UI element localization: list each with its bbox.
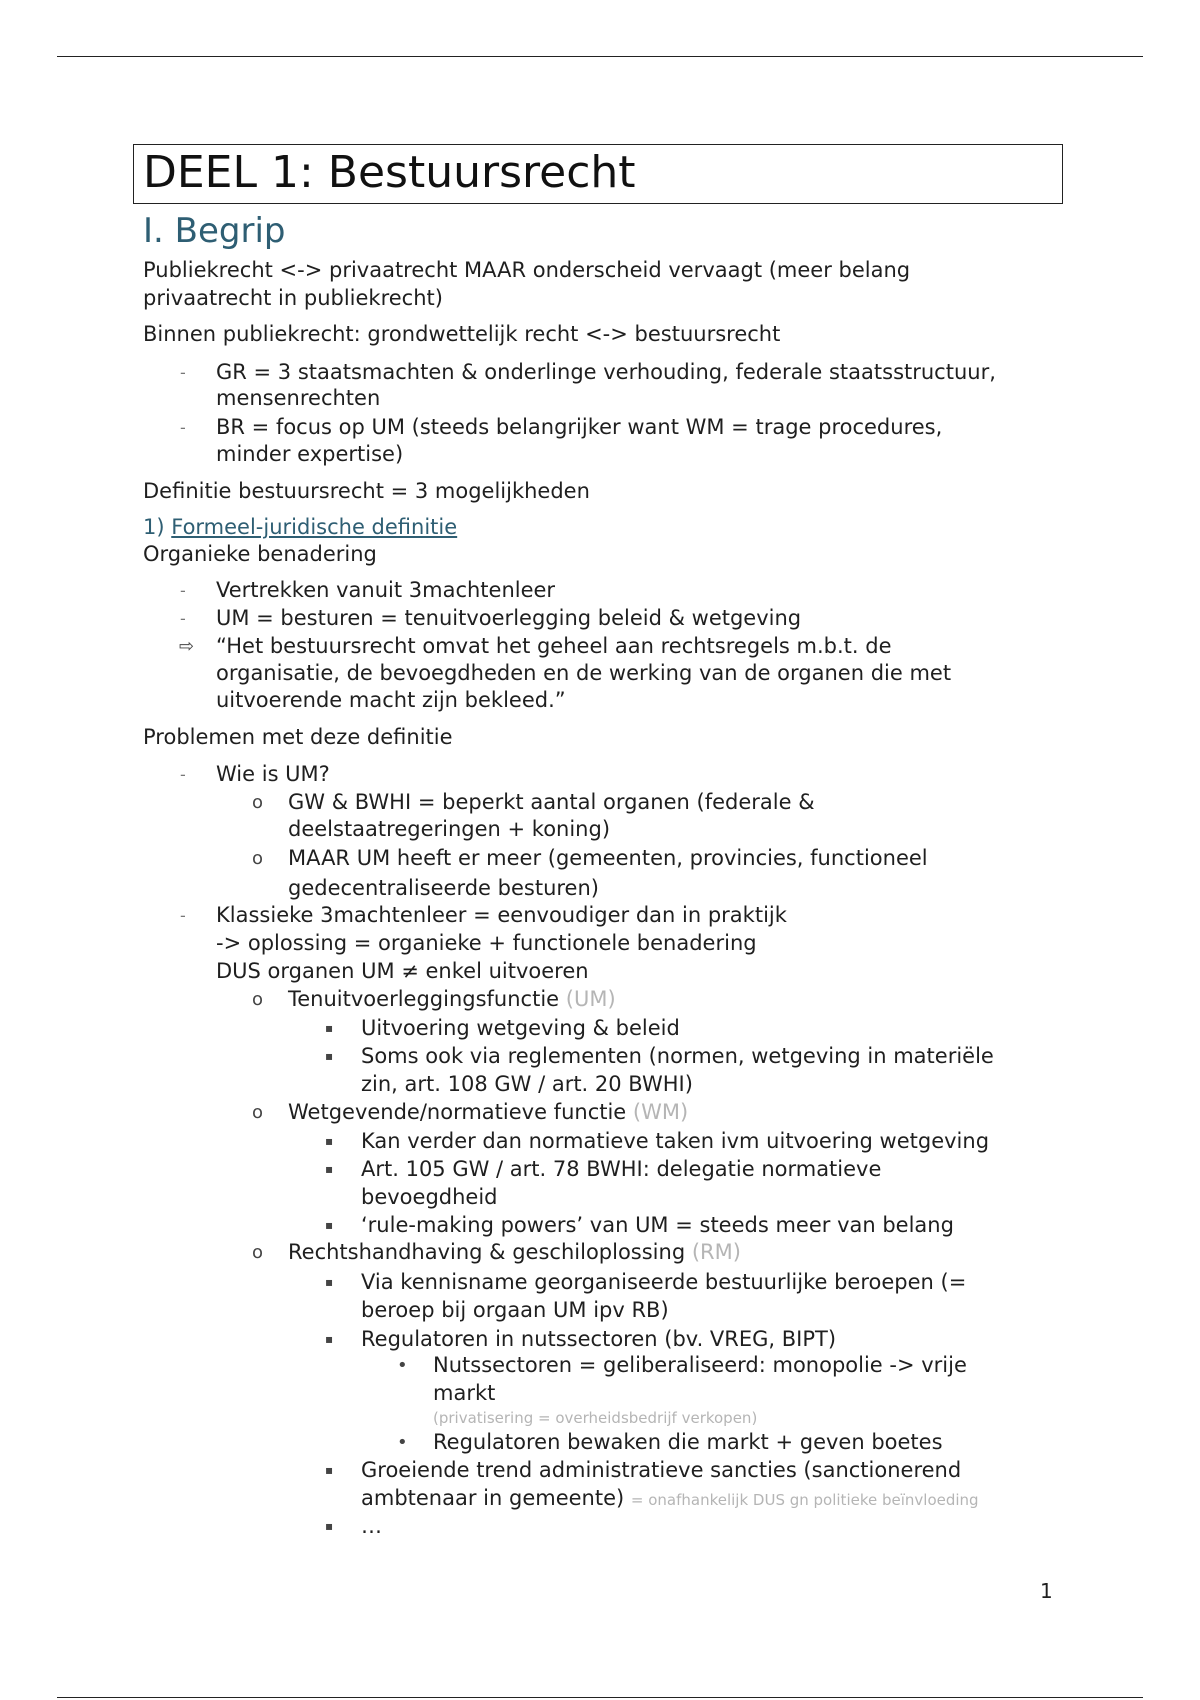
circle-bullet: o <box>252 792 264 813</box>
function-name: Wetgevende/normatieve functie <box>288 1100 627 1124</box>
paragraph-line: Definitie bestuursrecht = 3 mogelijkheden <box>143 479 590 503</box>
footer-rule <box>57 1697 1143 1698</box>
section-heading: I. Begrip <box>143 211 286 251</box>
list-item: UM = besturen = tenuitvoerlegging beleid & wetgeving <box>216 606 802 630</box>
square-bullet: ▪ <box>325 1332 334 1346</box>
quote-line: uitvoerende macht zijn bekleed.” <box>216 688 566 712</box>
header-rule <box>57 56 1143 57</box>
list-item: DUS organen UM ≠ enkel uitvoeren <box>216 959 589 983</box>
square-bullet: ▪ <box>325 1162 334 1176</box>
function-tag: (UM) <box>565 987 616 1011</box>
subheading <box>143 514 457 541</box>
list-item: markt <box>433 1381 496 1405</box>
list-item <box>361 1485 979 1514</box>
list-item: Art. 105 GW / art. 78 BWHI: delegatie normatieve <box>361 1157 882 1181</box>
list-item: Regulatoren in nutssectoren (bv. VREG, BIPT) <box>361 1327 837 1351</box>
paragraph-line: privaatrecht in publiekrecht) <box>143 286 443 310</box>
dash-bullet: - <box>180 765 186 784</box>
square-bullet: ▪ <box>325 1218 334 1232</box>
dot-bullet: • <box>397 1355 408 1376</box>
dot-bullet: • <box>397 1432 408 1453</box>
function-name: Rechtshandhaving & geschiloplossing <box>288 1240 686 1264</box>
paragraph-line: Problemen met deze definitie <box>143 725 453 749</box>
list-item: Kan verder dan normatieve taken ivm uitvoering wetgeving <box>361 1129 990 1153</box>
square-bullet: ▪ <box>325 1519 334 1533</box>
list-item: Via kennisname georganiseerde bestuurlijke beroepen (= <box>361 1270 967 1294</box>
square-bullet: ▪ <box>325 1134 334 1148</box>
list-item: Nutssectoren = geliberaliseerd: monopolie -> vrije <box>433 1353 967 1377</box>
list-item: Uitvoering wetgeving & beleid <box>361 1016 680 1040</box>
list-item <box>288 986 616 1013</box>
document-title: DEEL 1: Bestuursrecht <box>143 147 636 198</box>
list-item: Groeiende trend administratieve sancties (sanctionerend <box>361 1458 962 1482</box>
dash-bullet: - <box>180 609 186 628</box>
list-item: MAAR UM heeft er meer (gemeenten, provincies, functioneel <box>288 846 928 870</box>
list-item: beroep bij orgaan UM ipv RB) <box>361 1298 669 1322</box>
dash-bullet: - <box>180 363 186 382</box>
note-text: = onafhankelijk DUS gn politieke beïnvloeding <box>630 1491 979 1509</box>
list-item: Soms ook via reglementen (normen, wetgeving in materiële <box>361 1044 994 1068</box>
subheading-number: 1) <box>143 515 172 539</box>
list-item: ‘rule-making powers’ van UM = steeds meer van belang <box>361 1213 954 1237</box>
quote-line: “Het bestuursrecht omvat het geheel aan rechtsregels m.b.t. de <box>216 634 892 658</box>
arrow-bullet-icon: ⇨ <box>179 636 195 657</box>
circle-bullet: o <box>252 848 264 869</box>
circle-bullet: o <box>252 989 264 1010</box>
list-item: … <box>361 1514 382 1538</box>
list-item-text: ambtenaar in gemeente) <box>361 1486 625 1510</box>
list-item: Wie is UM? <box>216 762 330 786</box>
function-tag: (RM) <box>691 1240 741 1264</box>
paragraph-line: Publiekrecht <-> privaatrecht MAAR onderscheid vervaagt (meer belang <box>143 258 911 282</box>
dash-bullet: - <box>180 581 186 600</box>
list-item: Regulatoren bewaken die markt + geven boetes <box>433 1430 943 1454</box>
paragraph-line: Binnen publiekrecht: grondwettelijk recht <-> bestuursrecht <box>143 322 781 346</box>
list-item: mensenrechten <box>216 386 381 410</box>
note-text: (privatisering = overheidsbedrijf verkopen) <box>433 1409 758 1427</box>
list-item: GW & BWHI = beperkt aantal organen (federale & <box>288 790 815 814</box>
list-item: gedecentraliseerde besturen) <box>288 876 599 900</box>
circle-bullet: o <box>252 1242 264 1263</box>
square-bullet: ▪ <box>325 1049 334 1063</box>
list-item: Vertrekken vanuit 3machtenleer <box>216 578 556 602</box>
function-tag: (WM) <box>632 1100 689 1124</box>
dash-bullet: - <box>180 418 186 437</box>
square-bullet: ▪ <box>325 1275 334 1289</box>
list-item <box>288 1239 741 1266</box>
list-item <box>288 1099 688 1126</box>
square-bullet: ▪ <box>325 1463 334 1477</box>
circle-bullet: o <box>252 1102 264 1123</box>
list-item: -> oplossing = organieke + functionele benadering <box>216 931 757 955</box>
list-item: GR = 3 staatsmachten & onderlinge verhouding, federale staatsstructuur, <box>216 360 996 384</box>
list-item: minder expertise) <box>216 442 404 466</box>
square-bullet: ▪ <box>325 1021 334 1035</box>
list-item: Klassieke 3machtenleer = eenvoudiger dan in praktijk <box>216 903 787 927</box>
list-item: bevoegdheid <box>361 1185 498 1209</box>
paragraph-line: Organieke benadering <box>143 542 377 566</box>
list-item: deelstaatregeringen + koning) <box>288 817 611 841</box>
list-item: zin, art. 108 GW / art. 20 BWHI) <box>361 1072 693 1096</box>
quote-line: organisatie, de bevoegdheden en de werking van de organen die met <box>216 661 952 685</box>
list-item: BR = focus op UM (steeds belangrijker want WM = trage procedures, <box>216 415 943 439</box>
page-number: 1 <box>1040 1579 1053 1603</box>
dash-bullet: - <box>180 906 186 925</box>
function-name: Tenuitvoerleggingsfunctie <box>288 987 560 1011</box>
subheading-link[interactable]: Formeel-juridische definitie <box>171 515 458 539</box>
